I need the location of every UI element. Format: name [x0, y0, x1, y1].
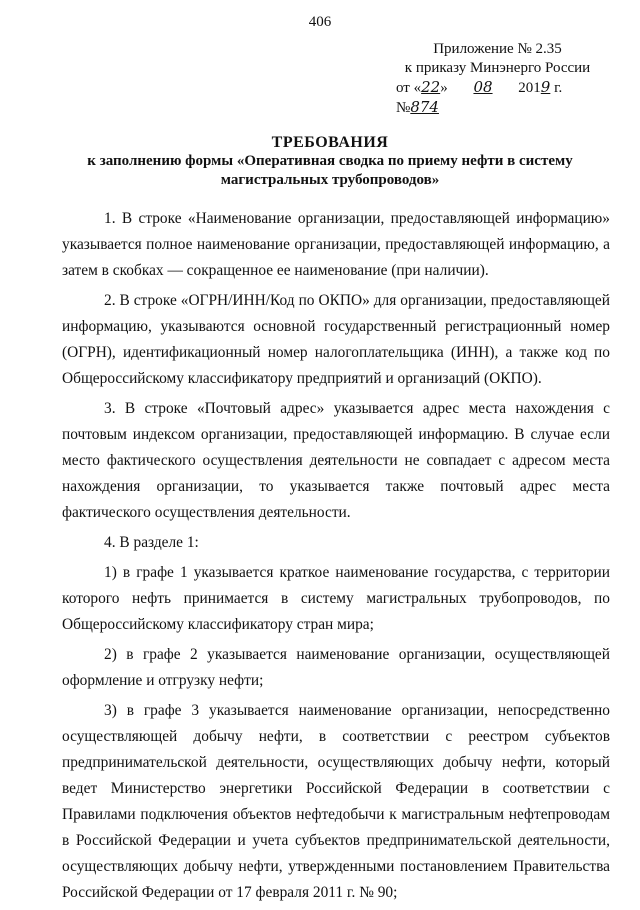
paragraph-1: 1. В строке «Наименование организации, предоставляющей информацию» указывается полное наименование организации, предоставляющей информацию, а затем в скобках — сокращенное ее наименование (при наличии). [62, 210, 610, 279]
paragraph-4-3: 3) в графе 3 указывается наименование организации, непосредственно осуществляющей добычу нефти, в соответствии с реестром субъектов предпринимательской деятельности, осуществляющих добычу нефти, который ведет Министерство энергетики Российской Федерации в соответствии с Правилами подключения объектов нефтедобычи к магистральным нефтепроводам в Российской Федерации и учета субъектов предпринимательской деятельности, осуществляющих добычу нефти, утвержденными постановлением Правительства Российской Федерации от 17 февраля 2011 г. № 90; [62, 702, 610, 901]
paragraph-4: 4. В разделе 1: [104, 534, 199, 551]
order-number: 874 [410, 98, 439, 116]
paragraph-3: 3. В строке «Почтовый адрес» указывается адрес места нахождения с почтовым индексом организации, предоставляющей информацию. В случае если место фактического осуществления деятельности не совпадает с адресом места нахождения организации, то указывается также почтовый адрес места фактического осуществления деятельности. [62, 400, 610, 521]
appendix-line-2: к приказу Минэнерго России [404, 60, 591, 76]
date-prefix: от « [396, 80, 422, 96]
document-subtitle: к заполнению формы «Оперативная сводка по приему нефти в систему магистральных трубопроводов» [87, 153, 573, 188]
date-mid: » [440, 80, 448, 96]
date-day: 22 [421, 78, 441, 96]
date-month: 08 [473, 78, 493, 96]
appendix-date-line [390, 78, 605, 118]
paragraph-4-1: 1) в графе 1 указывается краткое наименование государства, с территории которого нефть принимается в систему магистральных трубопроводов, по Общероссийскому классификатору стран мира; [62, 564, 610, 633]
document-title: ТРЕБОВАНИЯ [271, 134, 389, 151]
year-suffix: г. № [396, 80, 563, 116]
appendix-line-1: Приложение № 2.35 [433, 41, 562, 57]
document-body [62, 206, 610, 910]
document-title-block [60, 133, 600, 190]
year-digit: 9 [540, 78, 551, 96]
page-number: 406 [308, 14, 332, 30]
year-prefix: 201 [518, 80, 541, 96]
paragraph-2: 2. В строке «ОГРН/ИНН/Код по ОКПО» для организации, предоставляющей информацию, указываются основной государственный регистрационный номер (ОГРН), идентификационный номер налогоплательщика (ИНН), а также код по Общероссийскому классификатору предприятий и организаций (ОКПО). [62, 292, 610, 387]
paragraph-4-2: 2) в графе 2 указывается наименование организации, осуществляющей оформление и отгрузку нефти; [62, 646, 610, 689]
appendix-header [390, 40, 605, 118]
